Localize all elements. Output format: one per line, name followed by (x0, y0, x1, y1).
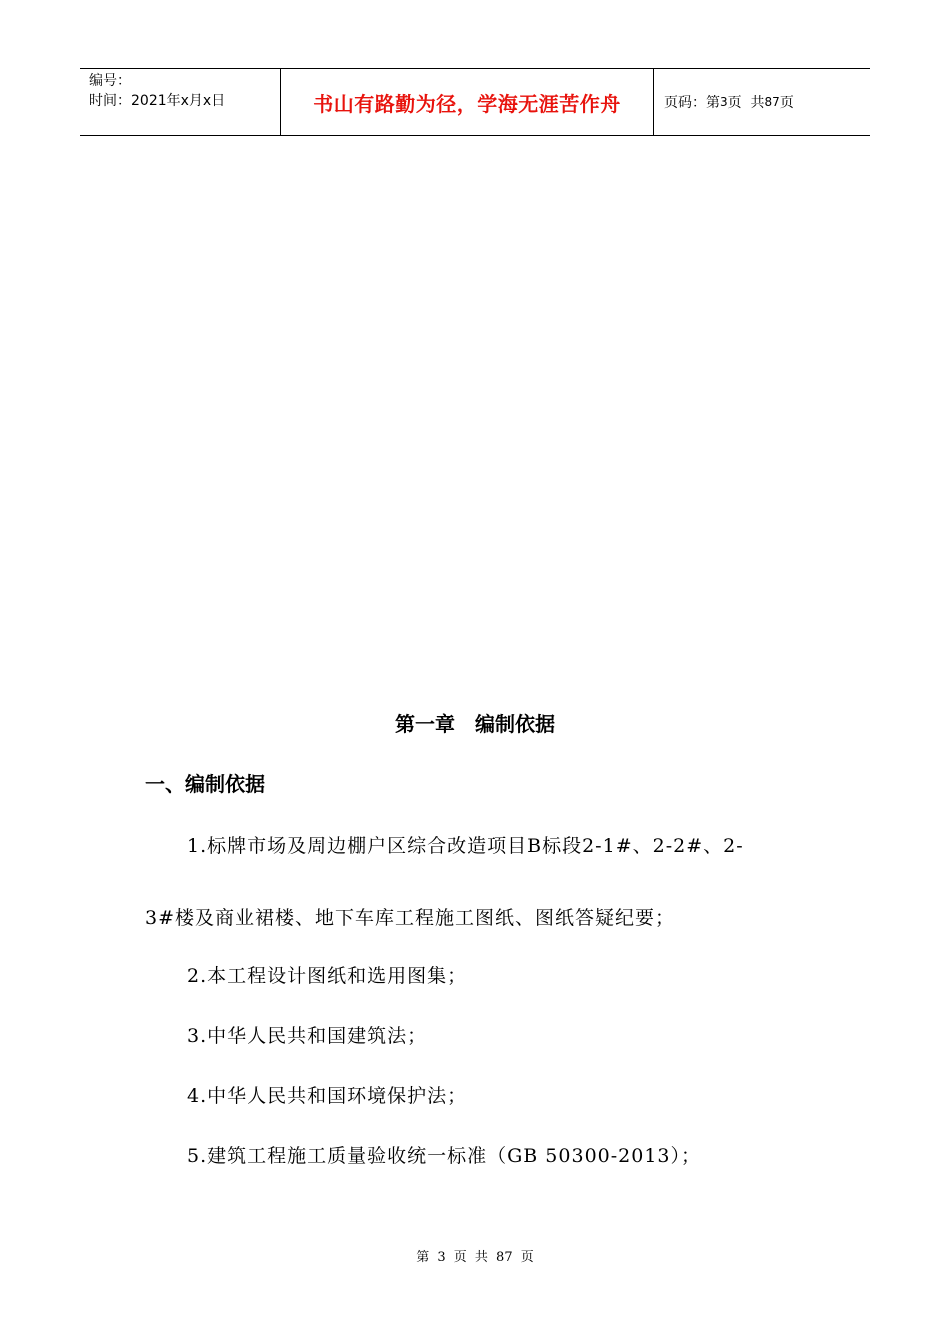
page-header (80, 68, 870, 136)
basis-item-3: 3.中华人民共和国建筑法； (187, 1025, 428, 1047)
page-total: 87 (764, 95, 780, 109)
section-heading: 一、编制依据 (145, 772, 265, 796)
document-time-label: 时间：2021年x月x日 (89, 93, 226, 109)
header-meta-cell (80, 69, 281, 135)
document-number-label: 编号： (89, 73, 131, 89)
basis-item-1: 1.标牌市场及周边棚户区综合改造项目B标段2-1#、2-2#、2- (187, 835, 744, 857)
basis-item-1-continued: 3#楼及商业裙楼、地下车库工程施工图纸、图纸答疑纪要； (145, 907, 676, 929)
basis-item-2: 2.本工程设计图纸和选用图集； (187, 965, 468, 987)
header-page-info (654, 69, 870, 135)
basis-item-5: 5.建筑工程施工质量验收统一标准（GB 50300-2013）； (187, 1145, 702, 1167)
basis-item-4: 4.中华人民共和国环境保护法； (187, 1085, 468, 1107)
page-suffix: 页 (779, 95, 794, 111)
page-prefix: 页码：第 (664, 95, 720, 111)
page-current: 3 (720, 95, 728, 109)
page-mid: 页 共 (727, 95, 765, 111)
header-motto: 书山有路勤为径，学海无涯苦作舟 (281, 69, 654, 135)
chapter-title: 第一章 编制依据 (395, 712, 555, 736)
page-footer: 第 3 页 共 87 页 (416, 1250, 534, 1265)
